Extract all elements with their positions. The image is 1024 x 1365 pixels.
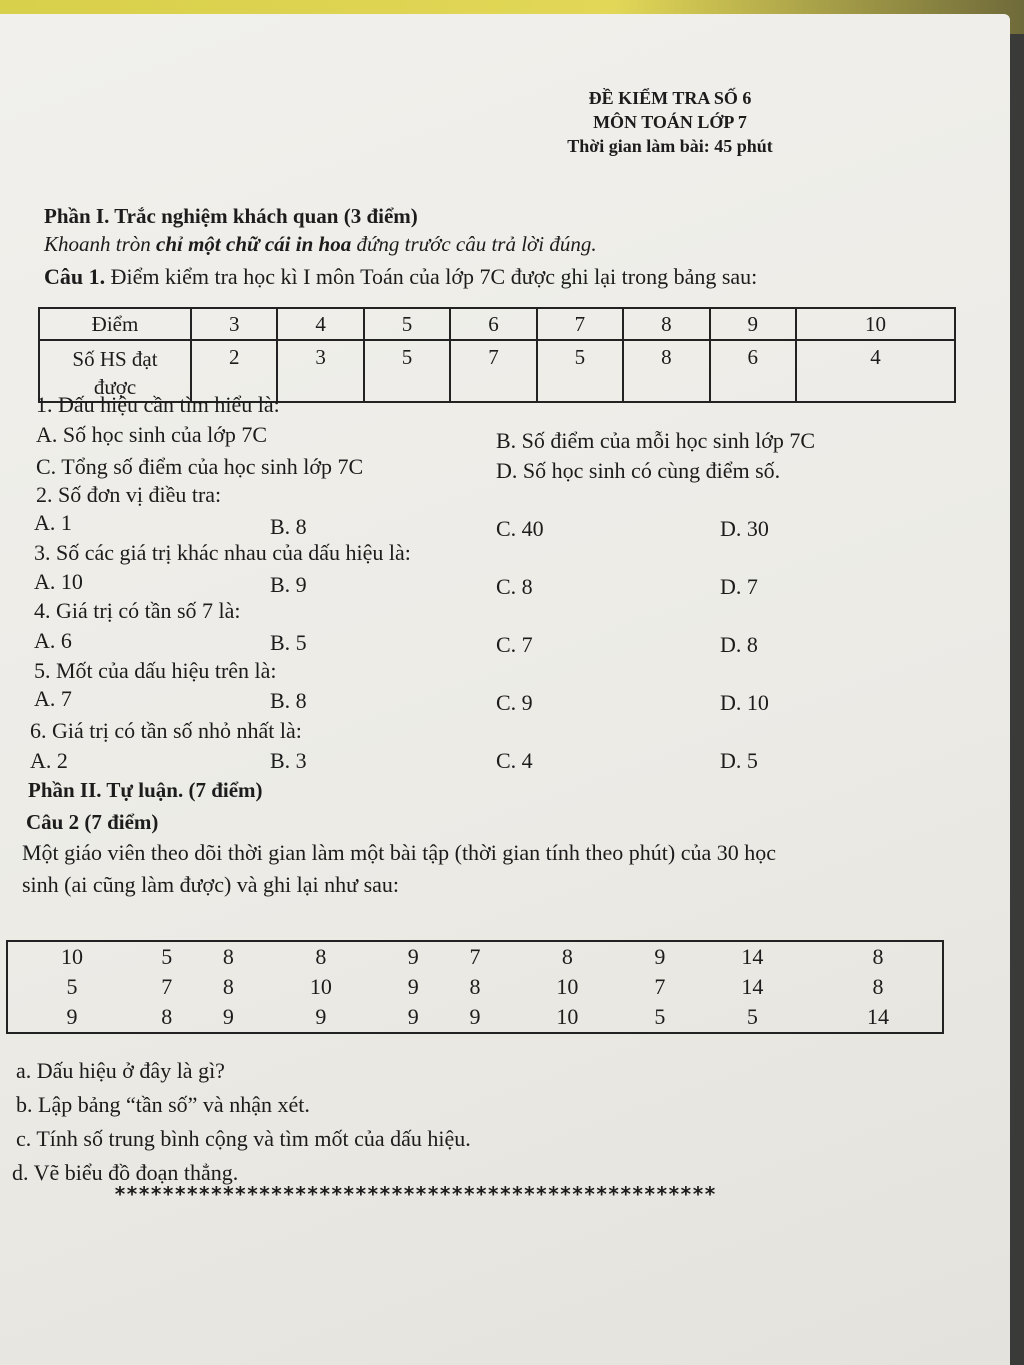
table-cell: 7 <box>161 974 173 999</box>
exam-paper <box>0 14 1010 1365</box>
question-3: 3. Số các giá trị khác nhau của dấu hiệu là: <box>34 540 411 565</box>
question2-text-line1: Một giáo viên theo dõi thời gian làm một bài tập (thời gian tính theo phút) của 30 học <box>22 840 777 865</box>
time-data-table <box>6 940 944 1034</box>
option-a: A. 6 <box>34 628 72 653</box>
question2-text-line2: sinh (ai cũng làm được) và ghi lại như sau: <box>22 872 400 897</box>
table-row <box>7 1002 943 1033</box>
table-cell: 2 <box>191 340 277 402</box>
table-cell: 8 <box>623 308 709 340</box>
table-cell: 14 <box>867 1004 889 1029</box>
part1-title: Phần I. Trắc nghiệm khách quan (3 điểm) <box>44 204 418 228</box>
subquestion-b: b. Lập bảng “tần số” và nhận xét. <box>16 1092 310 1117</box>
table-cell: 6 <box>710 340 796 402</box>
table-cell: 14 <box>741 944 764 969</box>
table-row-label: Điểm <box>39 308 191 340</box>
subquestion-d: d. Vẽ biểu đồ đoạn thẳng. <box>12 1160 239 1185</box>
table-cell: 10 <box>60 944 83 969</box>
option-b: B. 8 <box>270 514 307 539</box>
exam-title: ĐỀ KIỂM TRA SỐ 6 <box>588 88 752 108</box>
table-cell: 5 <box>161 944 173 969</box>
part2-title: Phần II. Tự luận. (7 điểm) <box>28 778 263 802</box>
table-cell: 5 <box>364 308 450 340</box>
table-cell: 9 <box>407 974 419 999</box>
table-cell: 4 <box>796 340 955 402</box>
option-c: C. 9 <box>496 690 533 715</box>
table-cell: 5 <box>654 1004 666 1029</box>
option-b: B. 9 <box>270 572 307 597</box>
question-1: 1. Dấu hiệu cần tìm hiểu là: <box>36 392 280 417</box>
table-cell: 3 <box>277 340 363 402</box>
option-d: D. 10 <box>720 690 769 715</box>
option-b: B. 5 <box>270 630 307 655</box>
table-row <box>7 972 943 1002</box>
option-d: D. 30 <box>720 516 769 541</box>
question-2: 2. Số đơn vị điều tra: <box>36 482 222 507</box>
table-cell: 8 <box>315 944 327 969</box>
table-cell: 10 <box>556 1004 579 1029</box>
table-cell: 10 <box>796 308 955 340</box>
table-cell: 9 <box>407 944 419 969</box>
table-cell: 5 <box>537 340 623 402</box>
table-cell: 8 <box>222 974 234 999</box>
table-cell: 7 <box>450 340 536 402</box>
option-b: B. 8 <box>270 688 307 713</box>
table-cell: 3 <box>191 308 277 340</box>
option-a: A. 2 <box>30 748 68 773</box>
table-cell: 8 <box>872 944 884 969</box>
option-d: D. 7 <box>720 574 758 599</box>
table-cell: 9 <box>654 944 666 969</box>
table-cell: 7 <box>469 944 481 969</box>
table-row <box>7 941 943 972</box>
part1-instruction: Khoanh tròn chỉ một chữ cái in hoa đứng trước câu trả lời đúng. <box>44 232 597 256</box>
table-cell: 5 <box>364 340 450 402</box>
table-cell: 8 <box>561 944 573 969</box>
option-d: D. Số học sinh có cùng điểm số. <box>496 458 781 483</box>
table-cell: 5 <box>66 974 78 999</box>
question-4: 4. Giá trị có tần số 7 là: <box>34 598 241 623</box>
table-cell: 5 <box>746 1004 758 1029</box>
table-cell: 14 <box>741 974 764 999</box>
table-cell: 7 <box>537 308 623 340</box>
exam-header <box>540 86 800 158</box>
option-c: C. 8 <box>496 574 533 599</box>
option-a: A. Số học sinh của lớp 7C <box>36 422 268 447</box>
table-cell: 9 <box>407 1004 419 1029</box>
table-cell: 8 <box>222 944 234 969</box>
option-a: A. 1 <box>34 510 72 535</box>
question-6: 6. Giá trị có tần số nhỏ nhất là: <box>30 718 302 743</box>
table-row <box>39 308 955 340</box>
subquestion-c: c. Tính số trung bình cộng và tìm mốt của dấu hiệu. <box>16 1126 471 1151</box>
option-b: B. 3 <box>270 748 307 773</box>
option-b: B. Số điểm của mỗi học sinh lớp 7C <box>496 428 816 453</box>
table-row-label: Số HS đạt được <box>39 340 191 402</box>
table-cell: 7 <box>654 974 666 999</box>
table-cell: 8 <box>623 340 709 402</box>
table-cell: 8 <box>161 1004 173 1029</box>
table-cell: 9 <box>710 308 796 340</box>
score-frequency-table <box>38 307 956 403</box>
table-cell: 9 <box>66 1004 78 1029</box>
table-cell: 4 <box>277 308 363 340</box>
table-cell: 8 <box>872 974 884 999</box>
end-separator: ************************************************** <box>114 1182 717 1206</box>
exam-subject: MÔN TOÁN LỚP 7 <box>593 112 747 132</box>
option-d: D. 8 <box>720 632 758 657</box>
option-a: A. 7 <box>34 686 72 711</box>
table-cell: 10 <box>309 974 332 999</box>
subquestion-a: a. Dấu hiệu ở đây là gì? <box>16 1058 225 1083</box>
option-c: C. 4 <box>496 748 533 773</box>
table-cell: 9 <box>222 1004 234 1029</box>
table-cell: 10 <box>556 974 579 999</box>
question2-title: Câu 2 (7 điểm) <box>26 810 159 834</box>
table-cell: 9 <box>469 1004 481 1029</box>
table-cell: 8 <box>469 974 481 999</box>
option-d: D. 5 <box>720 748 758 773</box>
option-c: C. 7 <box>496 632 533 657</box>
table-cell: 6 <box>450 308 536 340</box>
question1-prompt: Câu 1. Điểm kiểm tra học kì I môn Toán của lớp 7C được ghi lại trong bảng sau: <box>44 264 758 289</box>
option-c: C. Tổng số điểm của học sinh lớp 7C <box>36 454 364 479</box>
option-a: A. 10 <box>34 569 83 594</box>
option-c: C. 40 <box>496 516 544 541</box>
question-5: 5. Mốt của dấu hiệu trên là: <box>34 658 277 683</box>
exam-duration: Thời gian làm bài: 45 phút <box>567 136 773 156</box>
table-cell: 9 <box>315 1004 327 1029</box>
